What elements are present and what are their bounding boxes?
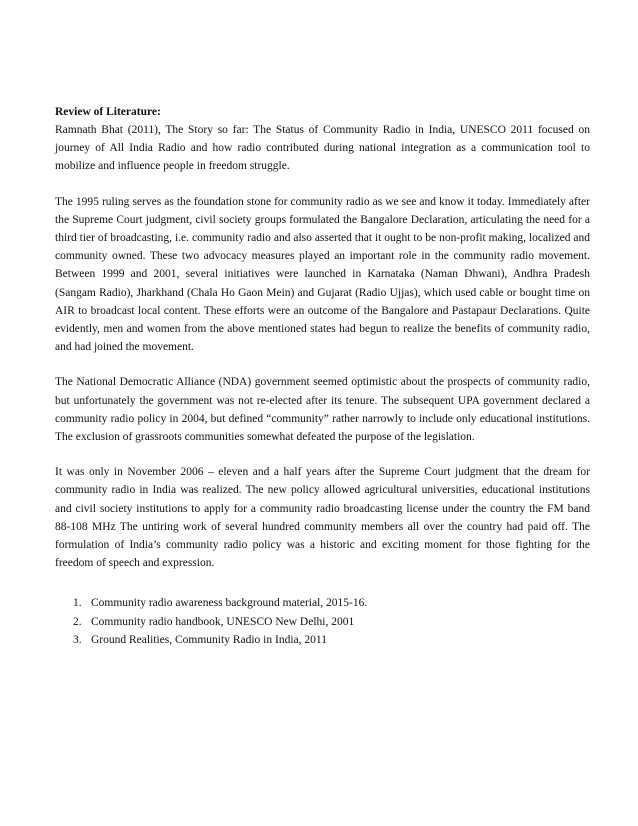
reference-item [73, 594, 590, 613]
paragraph-4: It was only in November 2006 – eleven and a half years after the Supreme Court judgment that the dream for community radio in India was realized. The new policy allowed agricultural universities, educational institutions and civil society institutions to apply for a community radio broadcasting license under the country the FM band 88-108 MHz The untiring work of several hundred community members all over the country had paid off. The formulation of India’s community radio policy was a historic and exciting moment for those fighting for the freedom of speech and expression. [55, 466, 590, 570]
paragraph-3: The National Democratic Alliance (NDA) government seemed optimistic about the prospects of community radio, but unfortunately the government was not re-elected after its tenure. The subsequent UPA government declared a community radio policy in 2004, but defined “community” rather narrowly to include only educational institutions. The exclusion of grassroots communities somewhat defeated the purpose of the legislation. [55, 376, 590, 444]
document-page [55, 103, 590, 650]
section-heading: Review of Literature: [55, 106, 161, 118]
reference-list [55, 594, 590, 650]
reference-text: Community radio awareness background material, 2015-16. [91, 597, 368, 610]
reference-item [73, 631, 590, 650]
reference-number: 3. [73, 634, 82, 647]
reference-number: 2. [73, 615, 82, 628]
reference-number: 1. [73, 597, 82, 610]
reference-text: Community radio handbook, UNESCO New Delhi, 2001 [91, 615, 355, 628]
paragraph-2: The 1995 ruling serves as the foundation stone for community radio as we see and know it today. Immediately after the Supreme Court judgment, civil society groups formulated the Bangalore Declaration, articulating the need for a third tier of broadcasting, i.e. community radio and also asserted that it ought to be non-profit making, localized and community owned. These two advocacy measures played an important role in the community radio movement. Between 1999 and 2001, several initiatives were launched in Karnataka (Naman Dhwani), Andhra Pradesh (Sangam Radio), Jharkhand (Chala Ho Gaon Mein) and Gujarat (Radio Ujjas), which used cable or bought time on AIR to broadcast local content. These efforts were an outcome of the Bangalore and Pastapaur Declarations. Quite evidently, men and women from the above mentioned states had begun to realize the benefits of community radio, and had joined the movement. [55, 195, 590, 354]
paragraph-1: Ramnath Bhat (2011), The Story so far: The Status of Community Radio in India, UNESCO 2011 focused on journey of All India Radio and how radio contributed during national integration as a communication tool to mobilize and influence people in freedom struggle. [55, 124, 590, 173]
reference-text: Ground Realities, Community Radio in India, 2011 [91, 634, 327, 647]
reference-item [73, 613, 590, 632]
